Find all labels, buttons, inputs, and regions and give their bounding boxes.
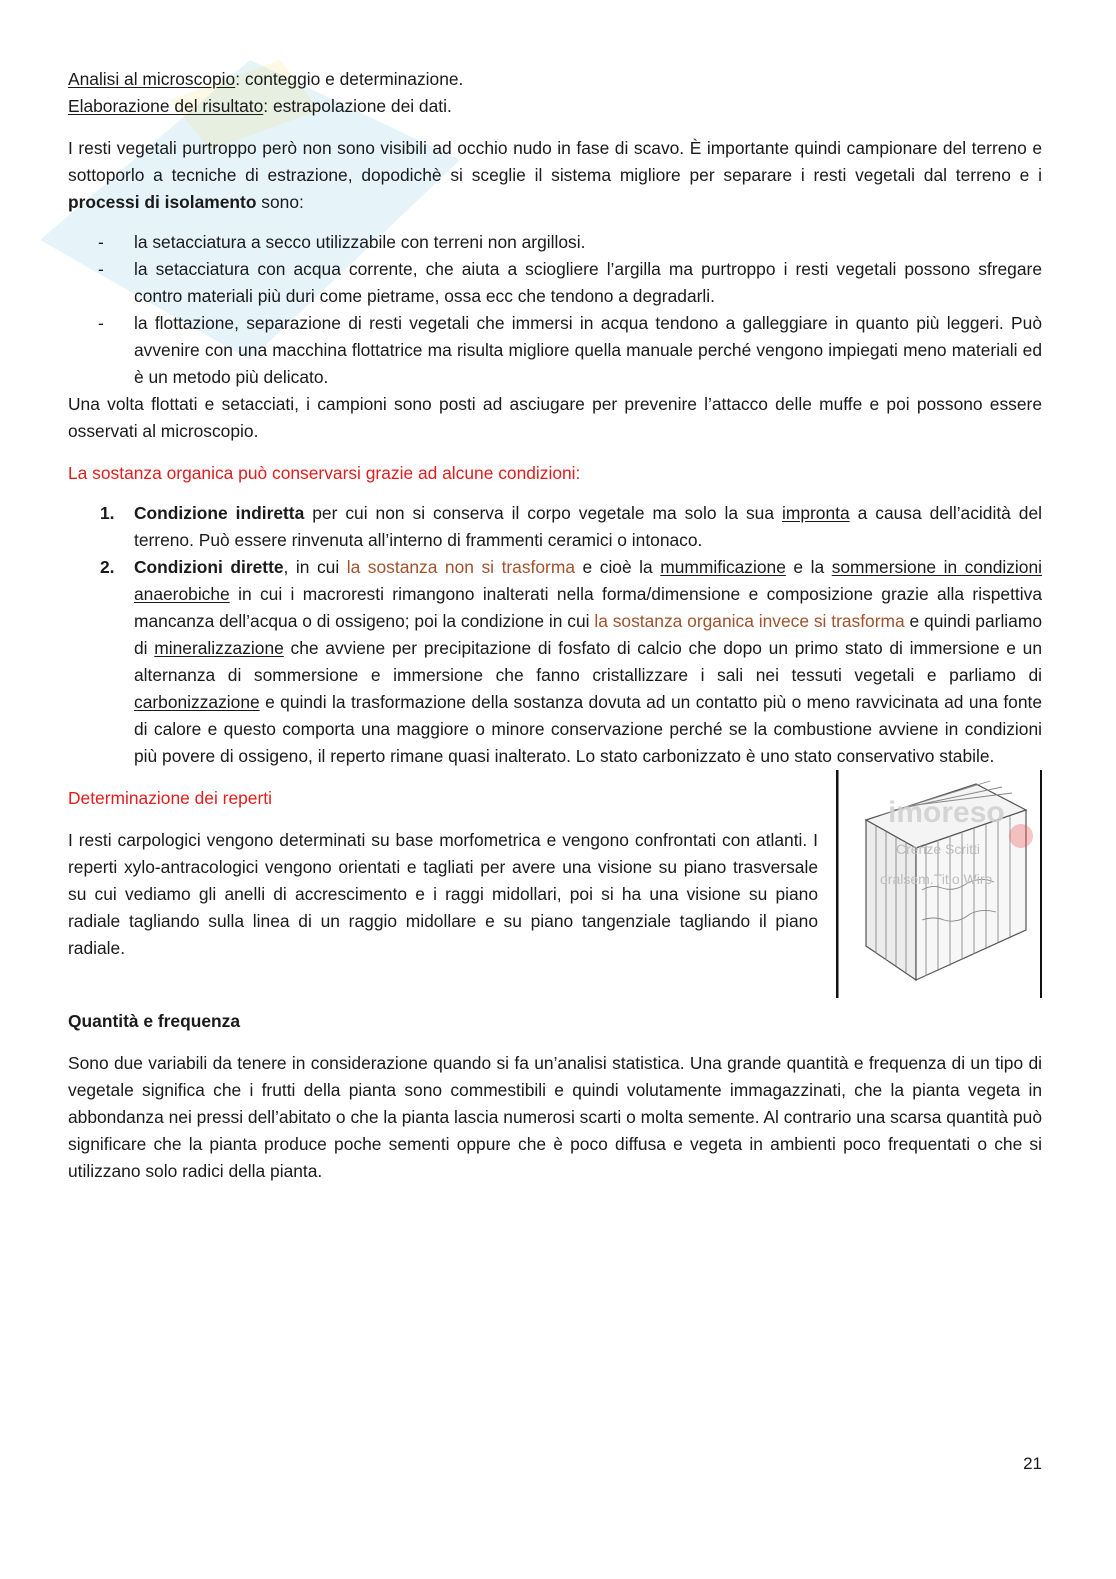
section-heading-determinazione: Determinazione dei reperti xyxy=(68,788,272,808)
wood-section-illustration xyxy=(836,770,1042,998)
list-item: - la setacciatura a secco utilizzabile con terreni non argillosi. xyxy=(98,232,586,252)
isolation-process-list xyxy=(68,229,1042,391)
figure-watermark-text: imoreso xyxy=(888,796,1005,829)
intro-line-2: Elaborazione del risultato: estrapolazione dei dati. xyxy=(68,96,452,116)
section-heading-quantita: Quantità e frequenza xyxy=(68,1011,241,1031)
paragraph-flottati: Una volta flottati e setacciati, i campioni sono posti ad asciugare per prevenire l’attacco delle muffe e poi possono essere osservati al microscopio. xyxy=(68,394,1042,441)
list-item-condizione-indiretta: 1. Condizione indiretta per cui non si conserva il corpo vegetale ma solo la sua impronta a causa dell’acidità del terreno. Può essere rinvenuta all’interno di frammenti ceramici o intonaco. xyxy=(100,503,1042,550)
list-item: - la setacciatura con acqua corrente, che aiuta a sciogliere l’argilla ma purtroppo i resti vegetali possono sfregare contro materiali più duri come pietrame, ossa ecc che tendono a degradarli. xyxy=(98,259,1042,306)
list-item: - la flottazione, separazione di resti vegetali che immersi in acqua tendono a galleggiare in quanto più leggeri. Può avvenire con una macchina flottatrice ma risulta migliore quella manuale perché vengono impiegati meno materiali ed è un metodo più delicato. xyxy=(98,313,1042,387)
conditions-list xyxy=(68,500,1042,770)
list-item-condizioni-dirette: 2. Condizioni dirette, in cui la sostanza non si trasforma e cioè la mummificazione e la sommersione in condizioni anaerobiche in cui i macroresti rimangono inalterati nella forma/dimensione e composizione grazie alla rispettiva mancanza dell’acqua o di ossigeno; poi la condizione in cui la sostanza organica invece si trasforma e quindi parliamo di mineralizzazione che avviene per precipitazione di fosfato di calcio che dopo un primo stato di immersione e un alternanza di sommersione e immersione che fanno cristallizzare i sali nei tessuti vegetali e parliamo di carbonizzazione e quindi la trasformazione della sostanza dovuta ad un contatto più o meno ravvicinata ad una fonte di calore e questo comporta una maggiore o minore conservazione perché se la combustione avviene in condizioni più povere di ossigeno, il reperto rimane quasi inalterato. Lo stato carbonizzato è uno stato conservativo stabile. xyxy=(100,557,1043,766)
figure-watermark-subtext: Crenze Scritti xyxy=(896,841,981,857)
paragraph-quantita: Sono due variabili da tenere in considerazione quando si fa un’analisi statistica. Una grande quantità e frequenza di un tipo di vegetale significa che i frutti della pianta sono commestibili e quindi volutamente immagazzinati, che la pianta vegeta in abbondanza nei pressi dell’abitato o che la pianta lascia numerosi scarti o molta semente. Al contrario una scarsa quantità può significare che la pianta produce poche sementi oppure che è poco diffusa e vegeta in ambienti poco frequentati o che si utilizzano solo radici della pianta. xyxy=(68,1053,1042,1181)
page-number: 21 xyxy=(1023,1454,1042,1473)
wood-block-figure xyxy=(836,770,1042,998)
page-content xyxy=(68,66,1042,1185)
section-heading-sostanza-organica: La sostanza organica può conservarsi grazie ad alcune condizioni: xyxy=(68,463,581,483)
paragraph-determinazione: I resti carpologici vengono determinati su base morfometrica e vengono confrontati con atlanti. I reperti xylo-antracologici vengono orientati e tagliati per avere una visione su piano trasversale su cui vediamo gli anelli di accrescimento e i raggi midollari, poi si ha una visione su piano radiale tagliando sulla linea di un raggio midollare e su piano tangenziale tagliando il piano radiale. xyxy=(68,830,818,958)
intro-line-1: Analisi al microscopio: conteggio e determinazione. xyxy=(68,69,464,89)
intro-label-2: Elaborazione del risultato xyxy=(68,96,264,116)
figure-watermark-subtext-2: oralsem.Titio Wiro xyxy=(880,871,993,887)
intro-label-1: Analisi al microscopio xyxy=(68,69,236,89)
paragraph-resti-vegetali: I resti vegetali purtroppo però non sono visibili ad occhio nudo in fase di scavo. È importante quindi campionare del terreno e sottoporlo a tecniche di estrazione, dopodichè si sceglie il sistema migliore per separare i resti vegetali dal terreno e i processi di isolamento sono: xyxy=(68,138,1042,212)
